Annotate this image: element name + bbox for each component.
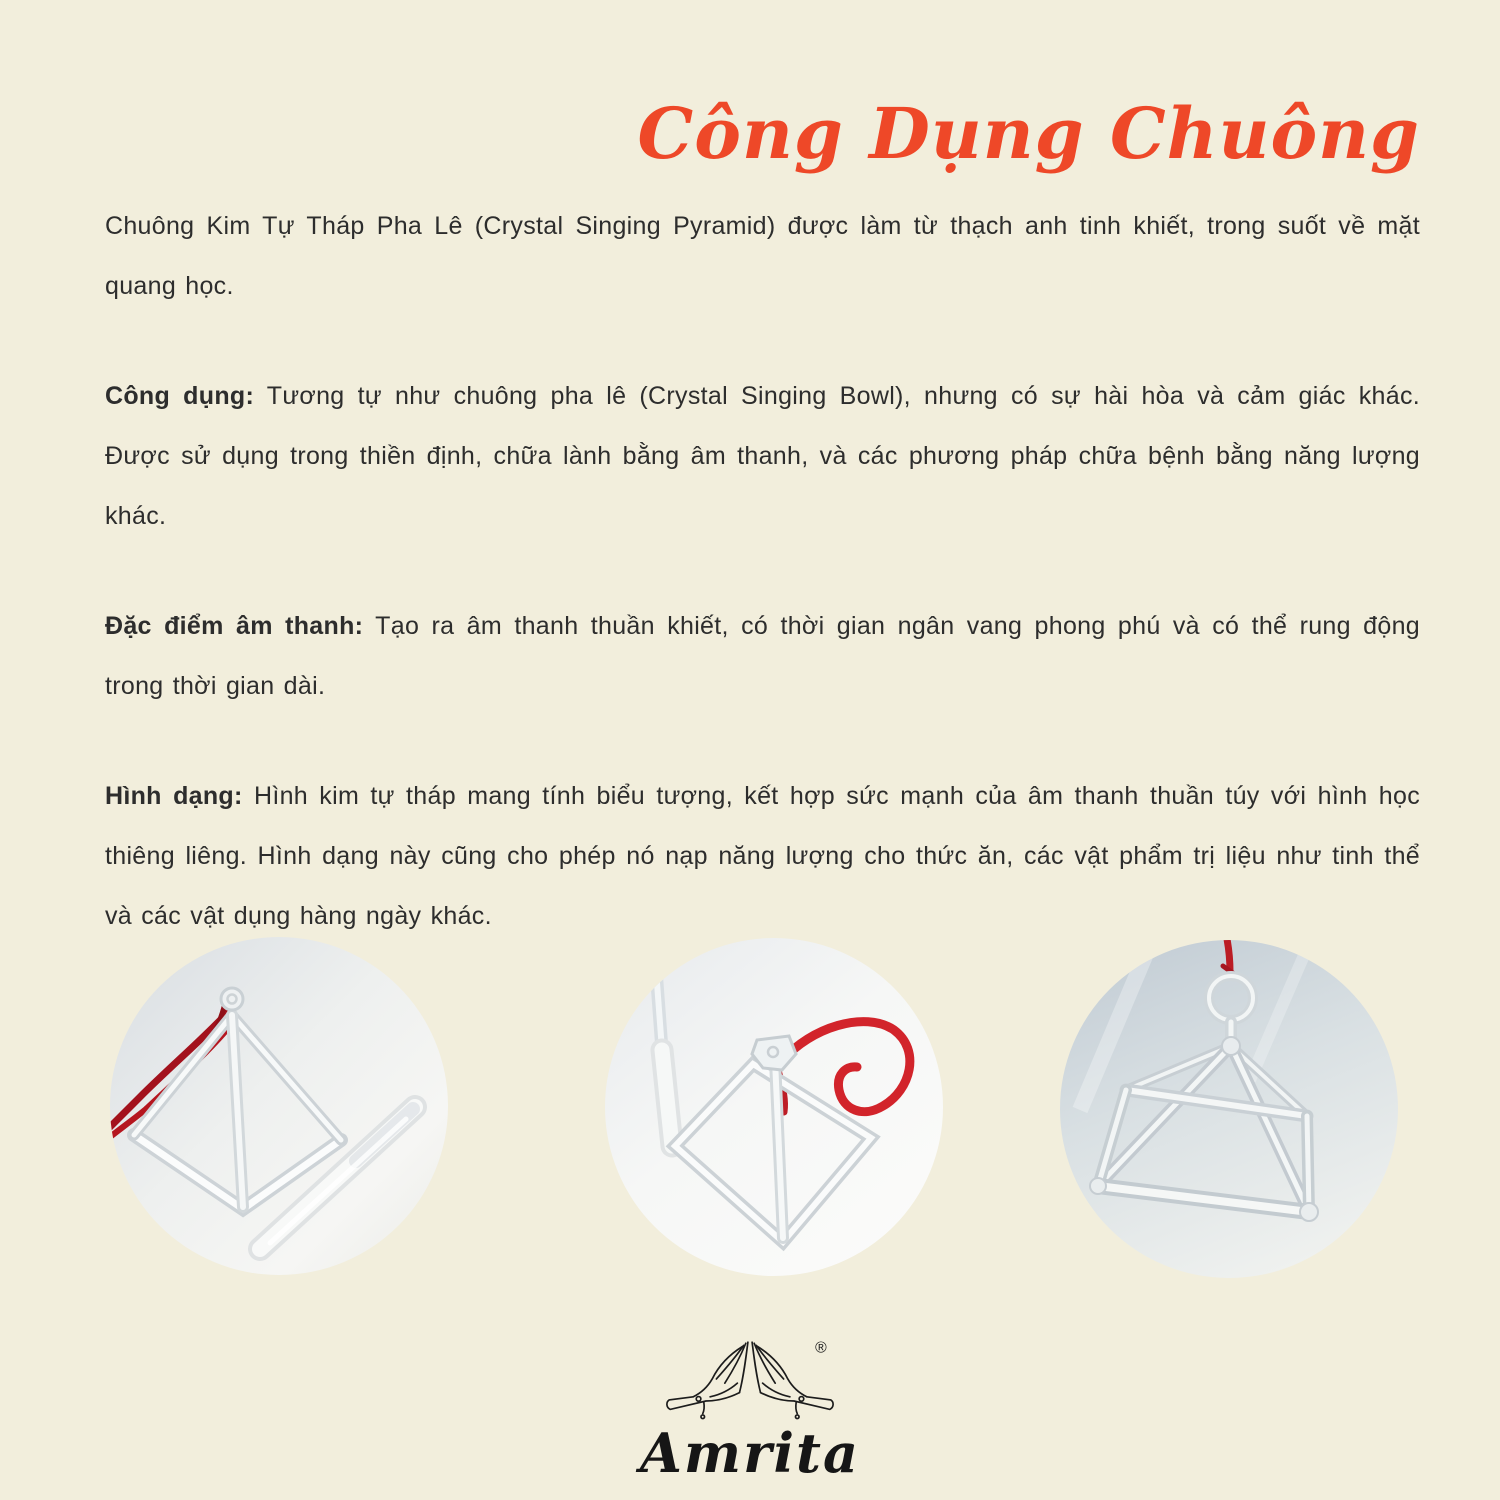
paragraph-sound-label: Đặc điểm âm thanh: <box>105 612 364 640</box>
body-copy <box>105 196 1420 996</box>
namaste-hands-icon <box>655 1338 845 1422</box>
product-image-circle-2 <box>605 938 943 1276</box>
pyramid-top-view-photo <box>605 938 943 1276</box>
paragraph-shape-text: Hình kim tự tháp mang tính biểu tượng, kết hợp sức mạnh của âm thanh thuần túy với hình học thiêng liêng. Hình dạng này cũng cho phép nó nạp năng lượng cho thức ăn, các vật phẩm trị liệu như tinh thể và các vật dụng hàng ngày khác. <box>105 782 1421 930</box>
pyramid-hanging-photo <box>1060 940 1398 1278</box>
registered-mark: ® <box>815 1339 827 1357</box>
paragraph-shape <box>105 766 1420 946</box>
paragraph-intro-text: Chuông Kim Tự Tháp Pha Lê (Crystal Singing Pyramid) được làm từ thạch anh tinh khiết, trong suốt về mặt quang học. <box>105 212 1420 300</box>
paragraph-uses-label: Công dụng: <box>105 382 255 410</box>
brand-name: Amrita <box>640 1421 860 1485</box>
title-row <box>0 84 1420 184</box>
product-image-circle-1 <box>110 937 448 1275</box>
paragraph-sound-text: Tạo ra âm thanh thuần khiết, có thời gian ngân vang phong phú và có thể rung động trong thời gian dài. <box>105 612 1420 700</box>
paragraph-sound <box>105 596 1420 716</box>
page-title: Công Dụng Chuông <box>637 92 1420 175</box>
product-image-circle-3 <box>1060 940 1398 1278</box>
pyramid-with-striker-photo <box>110 937 448 1275</box>
brand-logo-block <box>0 1338 1500 1485</box>
paragraph-shape-label: Hình dạng: <box>105 782 243 810</box>
paragraph-intro <box>105 196 1420 316</box>
paragraph-uses <box>105 366 1420 546</box>
paragraph-uses-text: Tương tự như chuông pha lê (Crystal Singing Bowl), nhưng có sự hài hòa và cảm giác khác. Được sử dụng trong thiền định, chữa lành bằng âm thanh, và các phương pháp chữa bệnh bằng năng lượng khác. <box>105 382 1420 530</box>
